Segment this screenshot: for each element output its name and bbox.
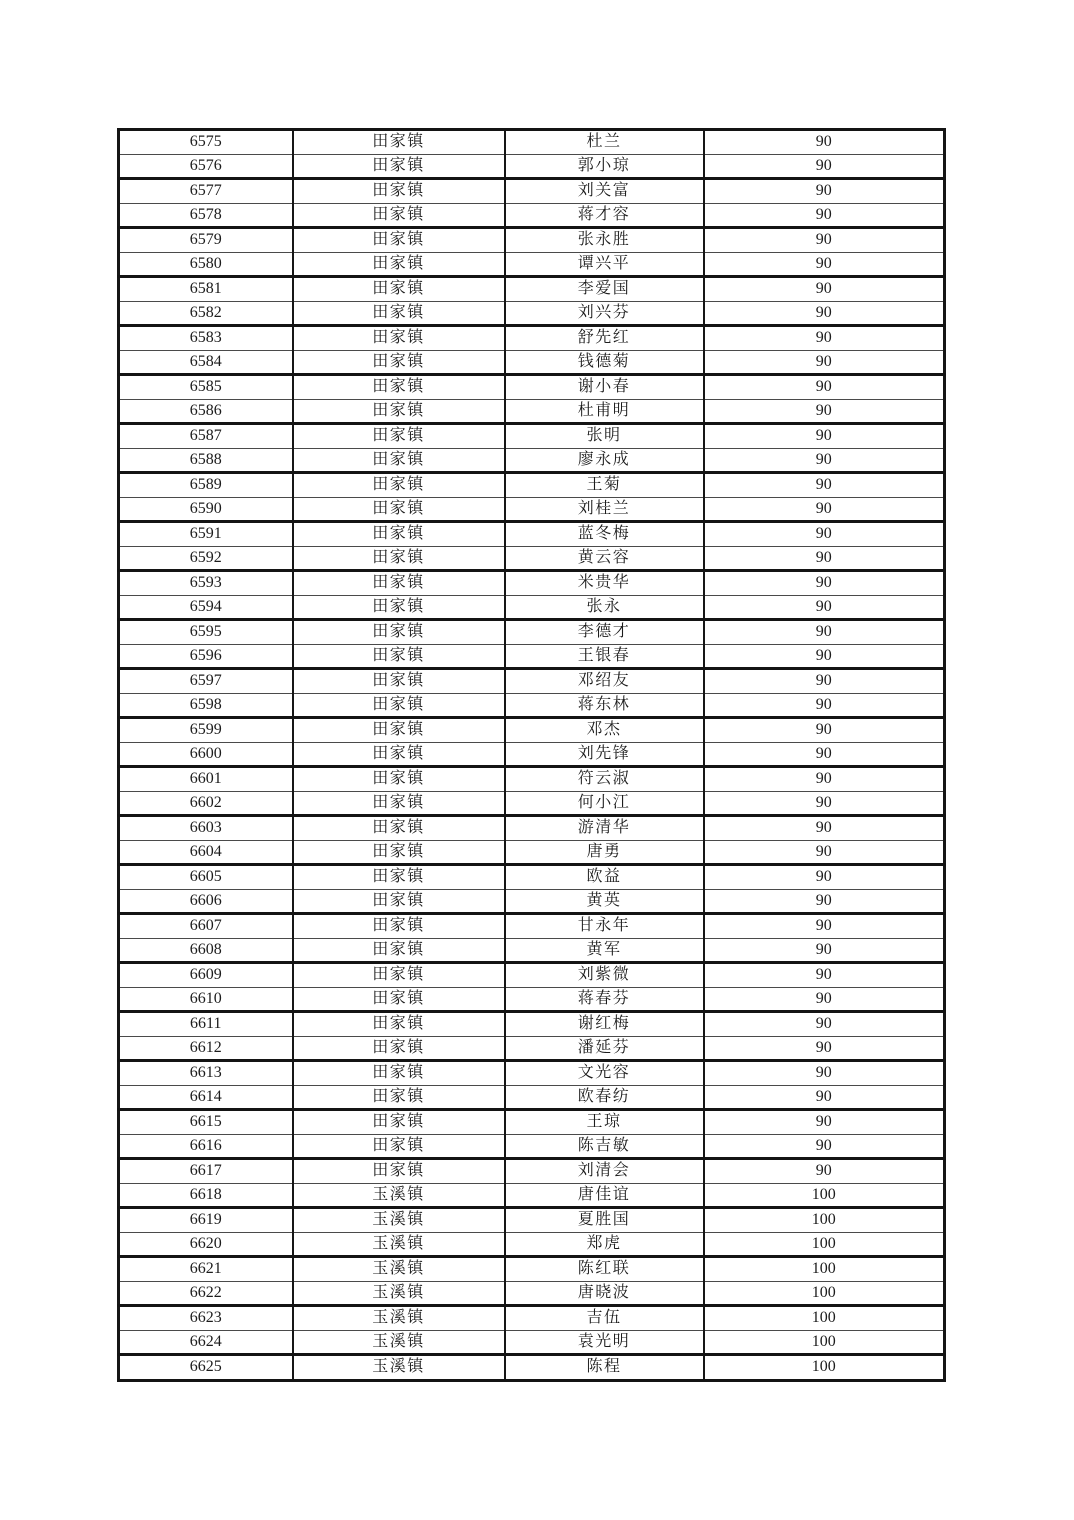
table-row — [119, 424, 945, 449]
table-row — [119, 277, 945, 302]
cell-score: 90 — [704, 301, 945, 326]
cell-person-name: 黄军 — [505, 938, 704, 963]
cell-score: 90 — [704, 914, 945, 939]
cell-score: 90 — [704, 154, 945, 179]
cell-score: 90 — [704, 718, 945, 743]
cell-serial-number: 6620 — [119, 1232, 293, 1257]
cell-town: 田家镇 — [293, 669, 505, 694]
cell-score: 100 — [704, 1183, 945, 1208]
table-row — [119, 326, 945, 351]
cell-town: 田家镇 — [293, 1159, 505, 1184]
cell-serial-number: 6616 — [119, 1134, 293, 1159]
cell-person-name: 黄英 — [505, 889, 704, 914]
cell-person-name: 米贵华 — [505, 571, 704, 596]
cell-town: 田家镇 — [293, 448, 505, 473]
cell-person-name: 谭兴平 — [505, 252, 704, 277]
cell-serial-number: 6607 — [119, 914, 293, 939]
cell-score: 90 — [704, 179, 945, 204]
cell-town: 田家镇 — [293, 350, 505, 375]
cell-town: 玉溪镇 — [293, 1208, 505, 1233]
cell-person-name: 吉伍 — [505, 1306, 704, 1331]
cell-person-name: 刘紫微 — [505, 963, 704, 988]
cell-person-name: 杜甫明 — [505, 399, 704, 424]
table-row — [119, 595, 945, 620]
table-row — [119, 1355, 945, 1381]
cell-town: 田家镇 — [293, 1061, 505, 1086]
cell-town: 玉溪镇 — [293, 1306, 505, 1331]
table-row — [119, 546, 945, 571]
cell-score: 90 — [704, 963, 945, 988]
cell-serial-number: 6597 — [119, 669, 293, 694]
cell-person-name: 李爱国 — [505, 277, 704, 302]
cell-score: 90 — [704, 791, 945, 816]
cell-score: 90 — [704, 767, 945, 792]
cell-town: 田家镇 — [293, 644, 505, 669]
table-row — [119, 791, 945, 816]
cell-serial-number: 6588 — [119, 448, 293, 473]
table-row — [119, 1110, 945, 1135]
cell-person-name: 甘永年 — [505, 914, 704, 939]
cell-town: 田家镇 — [293, 497, 505, 522]
cell-serial-number: 6585 — [119, 375, 293, 400]
roster-table-body — [119, 130, 945, 1381]
cell-person-name: 符云淑 — [505, 767, 704, 792]
cell-score: 90 — [704, 1085, 945, 1110]
cell-town: 田家镇 — [293, 718, 505, 743]
cell-score: 90 — [704, 473, 945, 498]
cell-score: 90 — [704, 375, 945, 400]
cell-town: 田家镇 — [293, 914, 505, 939]
cell-serial-number: 6579 — [119, 228, 293, 253]
cell-serial-number: 6582 — [119, 301, 293, 326]
cell-town: 田家镇 — [293, 154, 505, 179]
table-row — [119, 1085, 945, 1110]
cell-person-name: 廖永成 — [505, 448, 704, 473]
cell-score: 100 — [704, 1208, 945, 1233]
cell-serial-number: 6586 — [119, 399, 293, 424]
cell-serial-number: 6609 — [119, 963, 293, 988]
cell-person-name: 刘桂兰 — [505, 497, 704, 522]
cell-serial-number: 6583 — [119, 326, 293, 351]
cell-score: 90 — [704, 399, 945, 424]
cell-score: 90 — [704, 546, 945, 571]
table-row — [119, 1232, 945, 1257]
cell-serial-number: 6614 — [119, 1085, 293, 1110]
cell-score: 90 — [704, 816, 945, 841]
cell-town: 田家镇 — [293, 399, 505, 424]
cell-person-name: 蒋才容 — [505, 203, 704, 228]
cell-score: 90 — [704, 1012, 945, 1037]
cell-score: 90 — [704, 595, 945, 620]
cell-town: 玉溪镇 — [293, 1330, 505, 1355]
cell-town: 田家镇 — [293, 1085, 505, 1110]
cell-town: 玉溪镇 — [293, 1232, 505, 1257]
table-row — [119, 987, 945, 1012]
table-row — [119, 963, 945, 988]
table-row — [119, 938, 945, 963]
cell-person-name: 邓绍友 — [505, 669, 704, 694]
cell-serial-number: 6591 — [119, 522, 293, 547]
cell-serial-number: 6584 — [119, 350, 293, 375]
cell-serial-number: 6624 — [119, 1330, 293, 1355]
cell-person-name: 刘先锋 — [505, 742, 704, 767]
cell-person-name: 舒先红 — [505, 326, 704, 351]
cell-score: 100 — [704, 1232, 945, 1257]
cell-town: 玉溪镇 — [293, 1355, 505, 1381]
cell-person-name: 蒋东林 — [505, 693, 704, 718]
cell-score: 90 — [704, 889, 945, 914]
cell-town: 田家镇 — [293, 546, 505, 571]
cell-score: 90 — [704, 497, 945, 522]
cell-serial-number: 6578 — [119, 203, 293, 228]
cell-town: 田家镇 — [293, 693, 505, 718]
cell-score: 100 — [704, 1281, 945, 1306]
table-row — [119, 816, 945, 841]
cell-town: 田家镇 — [293, 938, 505, 963]
table-row — [119, 1183, 945, 1208]
cell-person-name: 唐勇 — [505, 840, 704, 865]
cell-town: 玉溪镇 — [293, 1281, 505, 1306]
cell-serial-number: 6600 — [119, 742, 293, 767]
cell-serial-number: 6580 — [119, 252, 293, 277]
cell-town: 田家镇 — [293, 203, 505, 228]
cell-serial-number: 6577 — [119, 179, 293, 204]
cell-person-name: 郭小琼 — [505, 154, 704, 179]
table-row — [119, 375, 945, 400]
cell-town: 田家镇 — [293, 228, 505, 253]
table-row — [119, 473, 945, 498]
cell-score: 100 — [704, 1257, 945, 1282]
cell-serial-number: 6592 — [119, 546, 293, 571]
cell-person-name: 何小江 — [505, 791, 704, 816]
cell-score: 90 — [704, 1110, 945, 1135]
cell-town: 田家镇 — [293, 424, 505, 449]
cell-town: 田家镇 — [293, 595, 505, 620]
table-row — [119, 522, 945, 547]
table-row — [119, 154, 945, 179]
cell-score: 90 — [704, 620, 945, 645]
cell-score: 90 — [704, 938, 945, 963]
cell-serial-number: 6581 — [119, 277, 293, 302]
cell-person-name: 刘兴芬 — [505, 301, 704, 326]
table-row — [119, 399, 945, 424]
cell-town: 田家镇 — [293, 620, 505, 645]
cell-town: 田家镇 — [293, 791, 505, 816]
cell-serial-number: 6594 — [119, 595, 293, 620]
cell-serial-number: 6612 — [119, 1036, 293, 1061]
table-row — [119, 252, 945, 277]
table-row — [119, 179, 945, 204]
table-row — [119, 1036, 945, 1061]
cell-serial-number: 6590 — [119, 497, 293, 522]
cell-town: 田家镇 — [293, 987, 505, 1012]
cell-person-name: 张永胜 — [505, 228, 704, 253]
table-row — [119, 914, 945, 939]
cell-score: 100 — [704, 1306, 945, 1331]
cell-person-name: 杜兰 — [505, 130, 704, 155]
cell-serial-number: 6621 — [119, 1257, 293, 1282]
table-row — [119, 497, 945, 522]
cell-person-name: 夏胜国 — [505, 1208, 704, 1233]
cell-serial-number: 6610 — [119, 987, 293, 1012]
cell-serial-number: 6596 — [119, 644, 293, 669]
cell-serial-number: 6608 — [119, 938, 293, 963]
cell-town: 田家镇 — [293, 252, 505, 277]
cell-serial-number: 6604 — [119, 840, 293, 865]
table-row — [119, 718, 945, 743]
cell-serial-number: 6595 — [119, 620, 293, 645]
cell-person-name: 陈红联 — [505, 1257, 704, 1282]
cell-serial-number: 6575 — [119, 130, 293, 155]
cell-town: 田家镇 — [293, 1012, 505, 1037]
table-row — [119, 840, 945, 865]
cell-person-name: 刘关富 — [505, 179, 704, 204]
cell-town: 田家镇 — [293, 963, 505, 988]
table-row — [119, 350, 945, 375]
cell-town: 玉溪镇 — [293, 1257, 505, 1282]
cell-person-name: 王琼 — [505, 1110, 704, 1135]
cell-score: 90 — [704, 448, 945, 473]
cell-score: 90 — [704, 130, 945, 155]
cell-person-name: 邓杰 — [505, 718, 704, 743]
table-row — [119, 130, 945, 155]
table-row — [119, 767, 945, 792]
cell-serial-number: 6611 — [119, 1012, 293, 1037]
cell-town: 田家镇 — [293, 473, 505, 498]
cell-person-name: 袁光明 — [505, 1330, 704, 1355]
cell-town: 玉溪镇 — [293, 1183, 505, 1208]
table-row — [119, 448, 945, 473]
cell-person-name: 唐佳谊 — [505, 1183, 704, 1208]
cell-town: 田家镇 — [293, 889, 505, 914]
cell-serial-number: 6623 — [119, 1306, 293, 1331]
cell-serial-number: 6601 — [119, 767, 293, 792]
table-row — [119, 669, 945, 694]
cell-town: 田家镇 — [293, 571, 505, 596]
cell-serial-number: 6606 — [119, 889, 293, 914]
cell-serial-number: 6615 — [119, 1110, 293, 1135]
table-row — [119, 1306, 945, 1331]
cell-person-name: 欧春纺 — [505, 1085, 704, 1110]
table-row — [119, 865, 945, 890]
cell-score: 90 — [704, 350, 945, 375]
table-row — [119, 1257, 945, 1282]
cell-score: 90 — [704, 1036, 945, 1061]
cell-serial-number: 6602 — [119, 791, 293, 816]
cell-serial-number: 6619 — [119, 1208, 293, 1233]
cell-person-name: 蓝冬梅 — [505, 522, 704, 547]
cell-score: 90 — [704, 669, 945, 694]
cell-person-name: 潘延芬 — [505, 1036, 704, 1061]
cell-person-name: 王银春 — [505, 644, 704, 669]
cell-town: 田家镇 — [293, 840, 505, 865]
cell-score: 90 — [704, 424, 945, 449]
cell-town: 田家镇 — [293, 130, 505, 155]
cell-town: 田家镇 — [293, 277, 505, 302]
table-row — [119, 1134, 945, 1159]
cell-score: 90 — [704, 277, 945, 302]
cell-score: 100 — [704, 1330, 945, 1355]
table-row — [119, 889, 945, 914]
cell-person-name: 郑虎 — [505, 1232, 704, 1257]
cell-person-name: 蒋春芬 — [505, 987, 704, 1012]
table-row — [119, 644, 945, 669]
cell-serial-number: 6598 — [119, 693, 293, 718]
cell-person-name: 谢红梅 — [505, 1012, 704, 1037]
cell-score: 90 — [704, 571, 945, 596]
cell-score: 100 — [704, 1355, 945, 1381]
table-row — [119, 1330, 945, 1355]
table-row — [119, 1061, 945, 1086]
table-row — [119, 203, 945, 228]
cell-town: 田家镇 — [293, 326, 505, 351]
cell-score: 90 — [704, 1061, 945, 1086]
table-row — [119, 1012, 945, 1037]
cell-town: 田家镇 — [293, 816, 505, 841]
cell-serial-number: 6589 — [119, 473, 293, 498]
cell-person-name: 钱德菊 — [505, 350, 704, 375]
cell-score: 90 — [704, 326, 945, 351]
cell-town: 田家镇 — [293, 301, 505, 326]
table-row — [119, 742, 945, 767]
cell-person-name: 张明 — [505, 424, 704, 449]
cell-town: 田家镇 — [293, 1134, 505, 1159]
cell-score: 90 — [704, 1159, 945, 1184]
cell-score: 90 — [704, 228, 945, 253]
cell-person-name: 张永 — [505, 595, 704, 620]
cell-person-name: 黄云容 — [505, 546, 704, 571]
cell-town: 田家镇 — [293, 179, 505, 204]
cell-town: 田家镇 — [293, 742, 505, 767]
cell-score: 90 — [704, 987, 945, 1012]
cell-person-name: 欧益 — [505, 865, 704, 890]
cell-serial-number: 6576 — [119, 154, 293, 179]
cell-score: 90 — [704, 693, 945, 718]
cell-town: 田家镇 — [293, 767, 505, 792]
cell-serial-number: 6605 — [119, 865, 293, 890]
cell-serial-number: 6587 — [119, 424, 293, 449]
cell-score: 90 — [704, 1134, 945, 1159]
table-row — [119, 1159, 945, 1184]
cell-serial-number: 6599 — [119, 718, 293, 743]
cell-town: 田家镇 — [293, 865, 505, 890]
cell-serial-number: 6617 — [119, 1159, 293, 1184]
cell-score: 90 — [704, 742, 945, 767]
cell-serial-number: 6593 — [119, 571, 293, 596]
table-row — [119, 228, 945, 253]
cell-person-name: 陈吉敏 — [505, 1134, 704, 1159]
cell-person-name: 陈程 — [505, 1355, 704, 1381]
cell-person-name: 游清华 — [505, 816, 704, 841]
cell-serial-number: 6622 — [119, 1281, 293, 1306]
cell-score: 90 — [704, 203, 945, 228]
cell-person-name: 唐晓波 — [505, 1281, 704, 1306]
cell-score: 90 — [704, 644, 945, 669]
cell-serial-number: 6625 — [119, 1355, 293, 1381]
cell-person-name: 谢小春 — [505, 375, 704, 400]
table-row — [119, 571, 945, 596]
cell-town: 田家镇 — [293, 1036, 505, 1061]
table-row — [119, 1208, 945, 1233]
cell-score: 90 — [704, 840, 945, 865]
cell-person-name: 刘清会 — [505, 1159, 704, 1184]
cell-score: 90 — [704, 522, 945, 547]
table-row — [119, 301, 945, 326]
cell-score: 90 — [704, 865, 945, 890]
table-row — [119, 620, 945, 645]
cell-score: 90 — [704, 252, 945, 277]
cell-person-name: 文光容 — [505, 1061, 704, 1086]
cell-serial-number: 6613 — [119, 1061, 293, 1086]
roster-table — [117, 128, 946, 1382]
cell-town: 田家镇 — [293, 375, 505, 400]
table-row — [119, 693, 945, 718]
cell-person-name: 李德才 — [505, 620, 704, 645]
cell-person-name: 王菊 — [505, 473, 704, 498]
cell-serial-number: 6618 — [119, 1183, 293, 1208]
cell-town: 田家镇 — [293, 1110, 505, 1135]
table-row — [119, 1281, 945, 1306]
cell-serial-number: 6603 — [119, 816, 293, 841]
cell-town: 田家镇 — [293, 522, 505, 547]
